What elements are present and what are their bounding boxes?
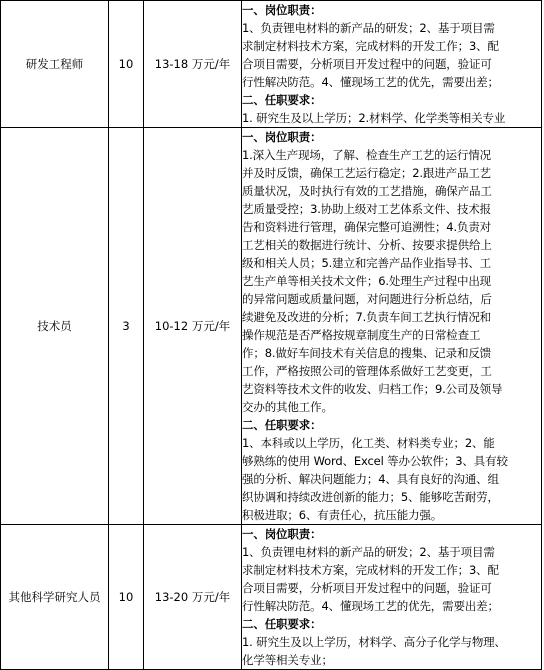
duty-line: 操作规范是否严格按规章制度生产的日常检查工 xyxy=(242,328,481,342)
duties-heading: 一、岗位职责： xyxy=(242,527,322,541)
salary: 13-18 万元/年 xyxy=(144,1,242,128)
duty-line: 作；8.做好车间技术有关信息的搜集、记录和反馈 xyxy=(242,346,492,360)
duty-line: 工作，严格按照公司的管理体系做好工艺变更，工 xyxy=(242,364,492,378)
duties-heading: 一、岗位职责： xyxy=(242,130,322,144)
requirement-line: 1. 研究生及以上学历；2.材料学、化学类等相关专业 xyxy=(242,111,506,125)
duty-line: 艺质量受控；3.协助上级对工艺体系文件、技术报 xyxy=(242,202,492,216)
duty-line: 行性解决防范。4、懂现场工艺的优先，需要出差； xyxy=(242,75,499,89)
headcount: 3 xyxy=(109,128,144,525)
duty-line: 告和资料进行管理，确保完整可追溯性；4.负责对 xyxy=(242,220,492,234)
requirement-line: 1、本科或以上学历，化工类、材料类专业；2、能 xyxy=(242,436,495,450)
job-title: 其他科学研究人员 xyxy=(1,525,109,670)
requirements-heading: 二、任职要求： xyxy=(242,418,322,432)
duty-line: 求制定材料技术方案，完成材料的开发工作；3、配 xyxy=(242,39,499,53)
duty-line: 交办的其他工作。 xyxy=(242,400,333,414)
salary: 13-20 万元/年 xyxy=(144,525,242,670)
job-title: 研发工程师 xyxy=(1,1,109,128)
requirement-line: 够熟练的使用 Word、Excel 等办公软件；3、具有较 xyxy=(242,454,508,468)
table-row xyxy=(1,128,542,525)
duty-line: 级和相关人员；5.建立和完善产品作业指导书、工 xyxy=(242,256,492,270)
table-row xyxy=(1,1,542,128)
duty-line: 质量状况，及时执行有效的工艺措施，确保产品工 xyxy=(242,184,492,198)
job-description xyxy=(242,1,542,128)
requirement-line: 强的分析、解决问题能力；4、具有良好的沟通、组 xyxy=(242,472,499,486)
headcount: 10 xyxy=(109,525,144,670)
duty-line: 续避免及改进的分析；7.负责车间工艺执行情况和 xyxy=(242,310,492,324)
job-title: 技术员 xyxy=(1,128,109,525)
requirement-line: 化学等相关专业； xyxy=(242,653,333,667)
table-row xyxy=(1,525,542,670)
job-description xyxy=(242,128,542,525)
duty-line: 1、负责锂电材料的新产品的研发；2、基于项目需 xyxy=(242,545,495,559)
salary: 10-12 万元/年 xyxy=(144,128,242,525)
requirement-line: 1. 研究生及以上学历，材料学、高分子化学与物理、 xyxy=(242,635,506,649)
requirements-heading: 二、任职要求： xyxy=(242,93,322,107)
job-description xyxy=(242,525,542,670)
requirements-heading: 二、任职要求： xyxy=(242,617,322,631)
duty-line: 并及时反馈，确保工艺运行稳定；2.跟进产品工艺 xyxy=(242,166,492,180)
requirement-line: 积极进取；6、有责任心，抗压能力强。 xyxy=(242,508,443,522)
duty-line: 艺生产单等相关技术文件；6.处理生产过程中出现 xyxy=(242,274,492,288)
duty-line: 艺资料等技术文件的收发、归档工作；9.公司及领导 xyxy=(242,382,503,396)
duty-line: 行性解决防范。4、懂现场工艺的优先，需要出差； xyxy=(242,599,499,613)
duty-line: 工艺相关的数据进行统计、分析、按要求提供给上 xyxy=(242,238,492,252)
job-table-body xyxy=(1,1,542,670)
requirement-line: 织协调和持续改进创新的能力；5、能够吃苦耐劳， xyxy=(242,490,499,504)
duties-heading: 一、岗位职责： xyxy=(242,3,322,17)
duty-line: 1、负责锂电材料的新产品的研发；2、基于项目需 xyxy=(242,21,495,35)
duty-line: 求制定材料技术方案，完成材料的开发工作；3、配 xyxy=(242,563,499,577)
duty-line: 1.深入生产现场，了解、检查生产工艺的运行情况 xyxy=(242,148,492,162)
duty-line: 的异常问题或质量问题，对问题进行分析总结，后 xyxy=(242,292,492,306)
headcount: 10 xyxy=(109,1,144,128)
duty-line: 合项目需要，分析项目开发过程中的问题，验证可 xyxy=(242,581,492,595)
duty-line: 合项目需要，分析项目开发过程中的问题，验证可 xyxy=(242,57,492,71)
